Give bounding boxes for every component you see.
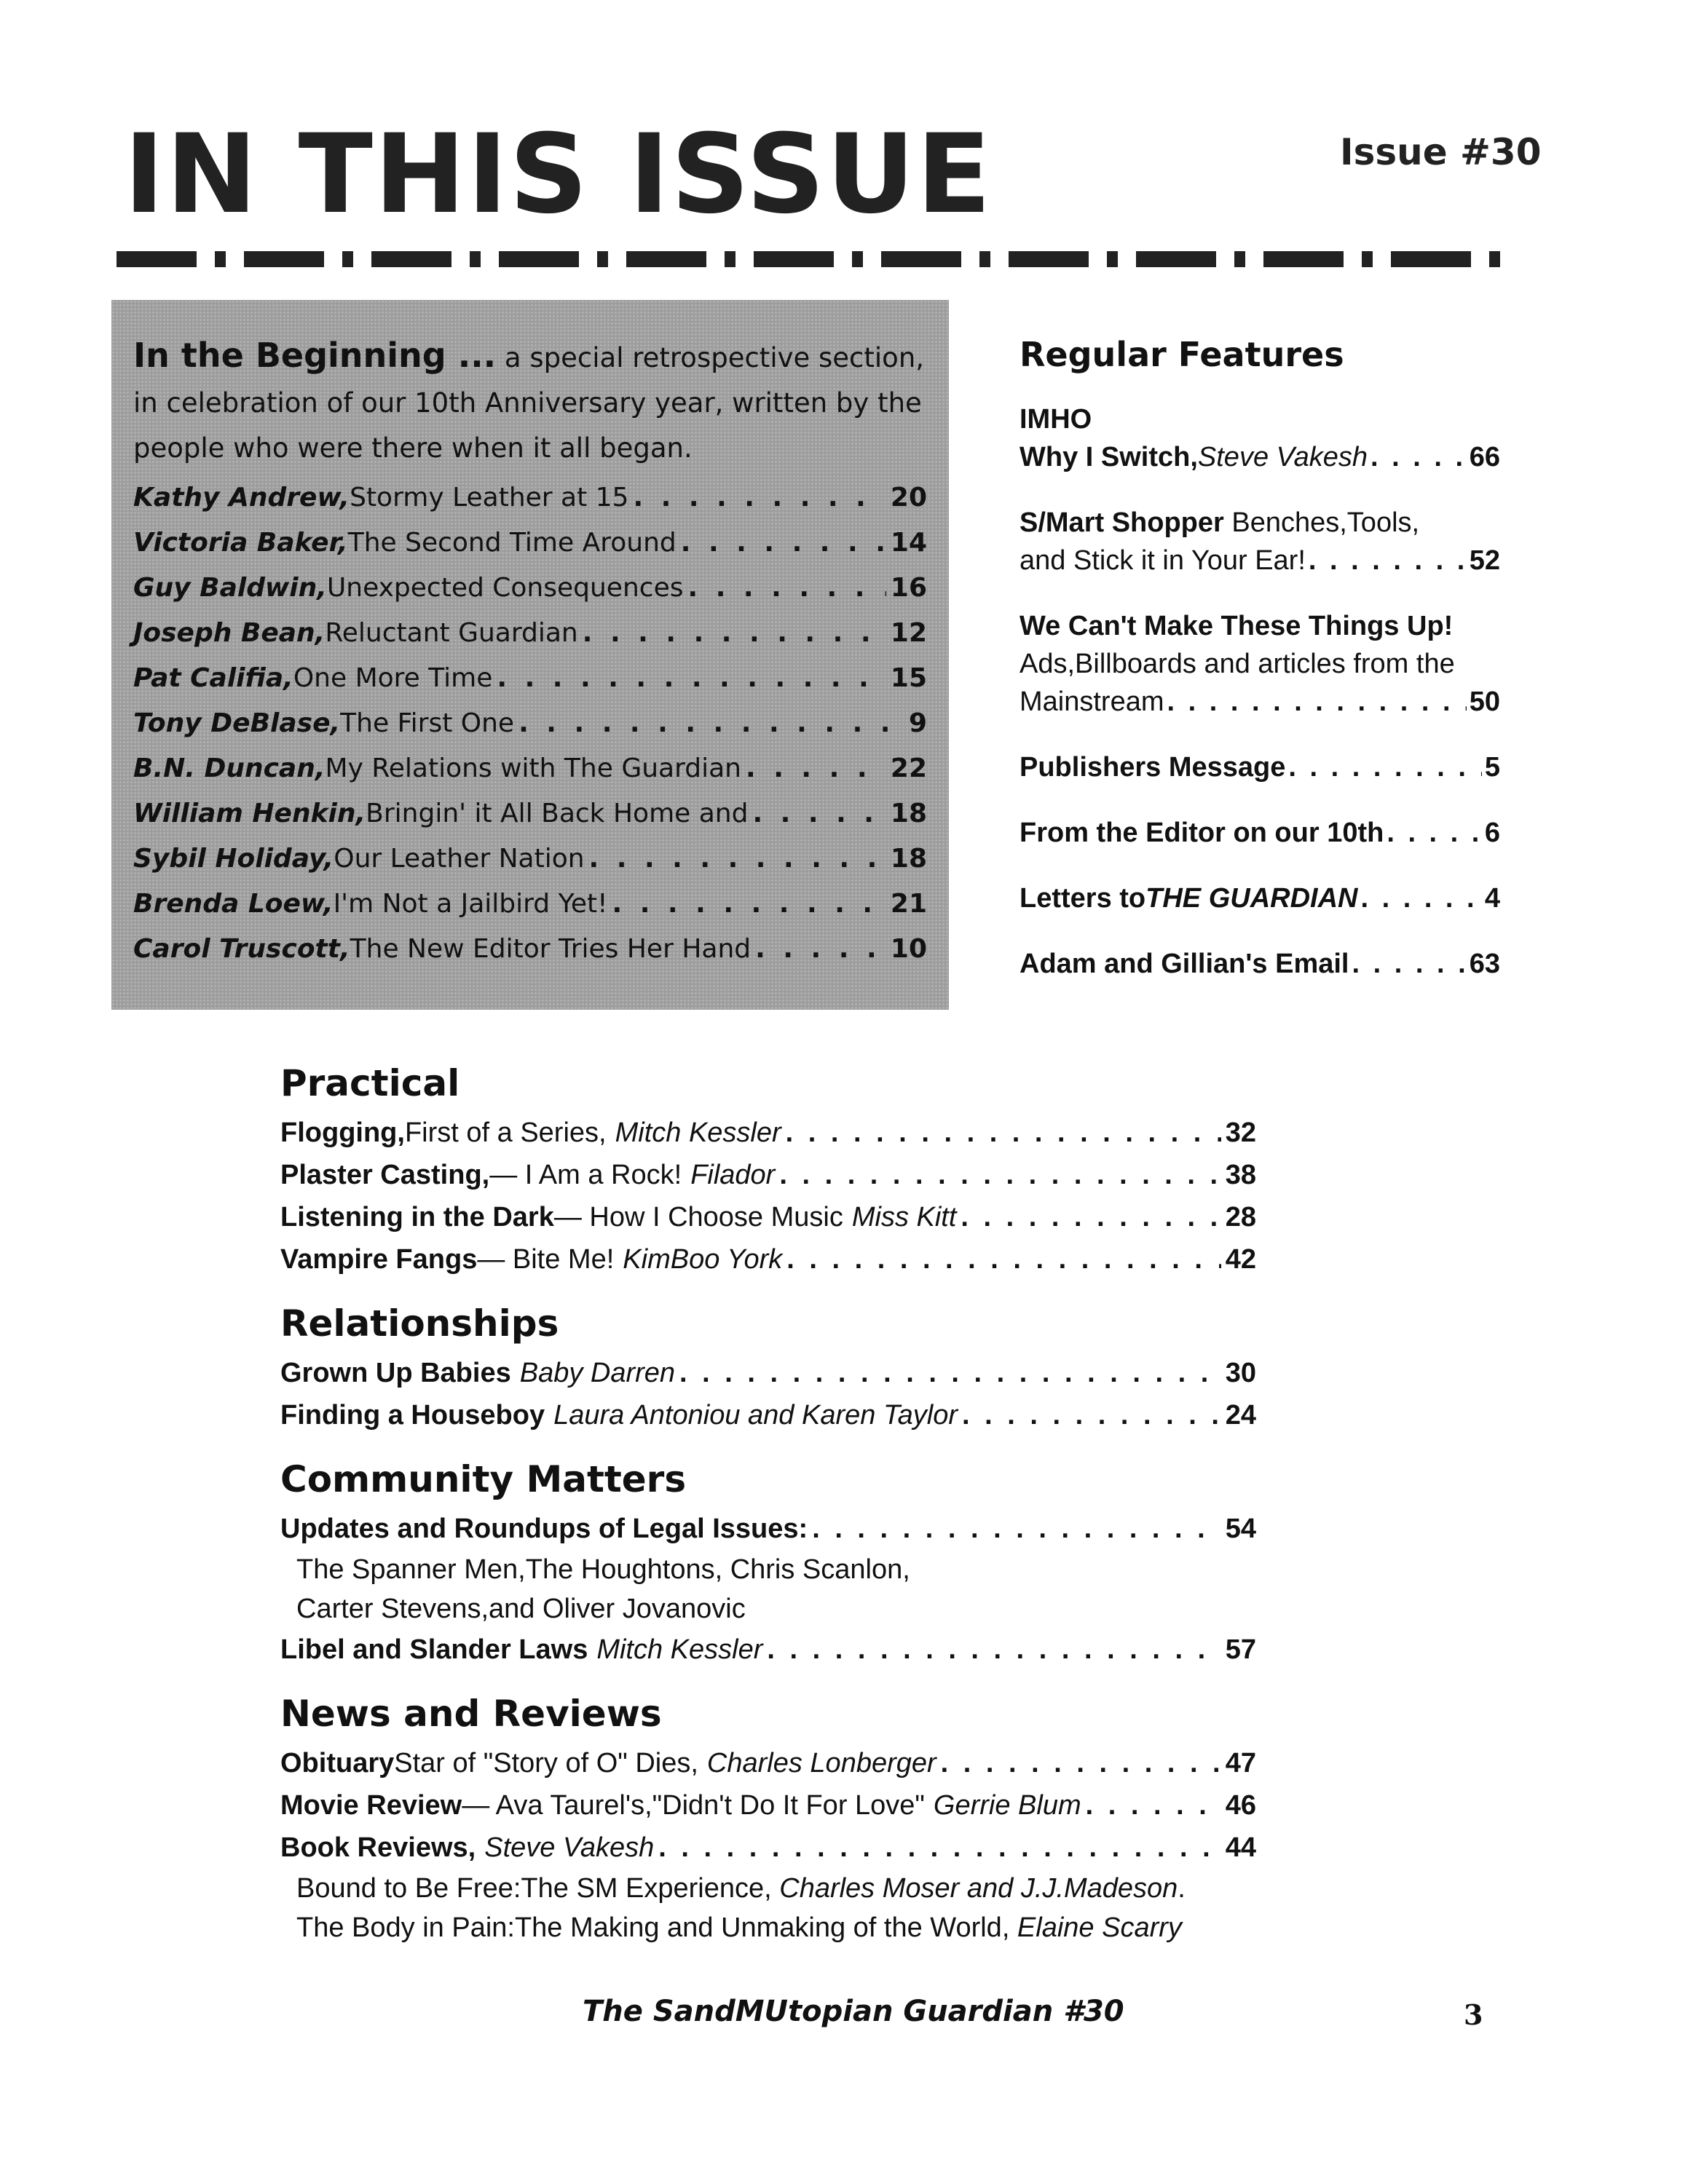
leader-dots	[1309, 542, 1467, 579]
entry-label: Plaster Casting,	[280, 1160, 490, 1190]
entry-page: 28	[1225, 1202, 1256, 1233]
entry-label: Grown Up Babies	[280, 1358, 511, 1388]
entry-byline: Laura Antoniou and Karen Taylor	[553, 1400, 958, 1431]
toc-entry[interactable]	[280, 1352, 1256, 1394]
entry-byline: Filador	[690, 1160, 776, 1190]
entry-page: 18	[890, 799, 927, 828]
leader-dots	[1167, 683, 1467, 721]
entry-byline: Mitch Kessler	[615, 1117, 781, 1148]
leader-dots	[1352, 945, 1467, 983]
entry-author: Joseph Bean,	[133, 618, 326, 648]
entry-title: Stormy Leather at 15	[350, 483, 629, 513]
entry-page: 22	[890, 753, 927, 783]
entry-label: Movie Review	[280, 1790, 462, 1821]
toc-entry[interactable]	[280, 1238, 1256, 1281]
toc-entry[interactable]	[280, 1154, 1256, 1196]
toc-entry[interactable]	[280, 1629, 1256, 1671]
entry-page: 42	[1225, 1244, 1256, 1275]
feature-smart-shopper[interactable]	[1019, 504, 1500, 579]
entry-subtitle: — Bite Me!	[477, 1244, 615, 1275]
entry-label: Obituary	[280, 1748, 395, 1779]
footer-page-number: 3	[1464, 1998, 1483, 2031]
entry-byline: Baby Darren	[519, 1358, 676, 1388]
toc-entry[interactable]	[133, 927, 927, 972]
section-relationships	[280, 1299, 1256, 1436]
toc-entry[interactable]	[133, 611, 927, 656]
entry-label: Book Reviews,	[280, 1832, 476, 1863]
entry-label: Vampire Fangs	[280, 1244, 478, 1275]
entry-byline: Mitch Kessler	[596, 1634, 763, 1665]
feature-byline: Steve Vakesh	[1197, 442, 1368, 472]
toc-entry[interactable]	[133, 791, 927, 836]
entry-author: Victoria Baker,	[133, 528, 348, 558]
leader-dots	[612, 882, 886, 927]
entry-byline: Steve Vakesh	[484, 1832, 655, 1863]
feature-title: From the Editor on our 10th	[1019, 818, 1384, 848]
leader-dots	[1360, 879, 1481, 917]
entry-title: Bringin' it All Back Home and	[366, 799, 749, 828]
entry-author: Tony DeBlase,	[133, 708, 341, 738]
entry-title: I'm Not a Jailbird Yet!	[333, 889, 608, 919]
leader-dots	[518, 701, 904, 746]
feature-letters[interactable]	[1019, 879, 1500, 917]
leader-dots	[497, 656, 886, 701]
entry-author: Sybil Holiday,	[133, 844, 334, 874]
entry-page: 47	[1225, 1748, 1256, 1779]
leader-dots	[1086, 1784, 1221, 1827]
retrospective-box	[111, 300, 949, 1010]
toc-entry[interactable]	[280, 1394, 1256, 1436]
feature-publishers-message[interactable]	[1019, 748, 1500, 786]
footer-publication: The SandMUtopian Guardian #30	[583, 1995, 1124, 2028]
leader-dots	[1288, 748, 1481, 786]
entry-page: 20	[890, 483, 927, 513]
entry-page: 54	[1225, 1514, 1256, 1544]
section-news-reviews	[280, 1690, 1256, 1947]
entry-page: 46	[1225, 1790, 1256, 1821]
toc-entry[interactable]	[280, 1742, 1256, 1784]
feature-description: Ads,Billboards and articles from the	[1019, 649, 1455, 679]
entry-label: Updates and Roundups of Legal Issues:	[280, 1514, 808, 1544]
book-title: The Body in Pain:The Making and Unmaking of the World,	[296, 1912, 1010, 1943]
retrospective-intro	[133, 333, 927, 471]
entry-page: 21	[890, 889, 927, 919]
toc-entry[interactable]	[133, 566, 927, 611]
entry-author: Carol Truscott,	[133, 934, 350, 964]
toc-entry[interactable]	[133, 882, 927, 927]
section-heading: Practical	[280, 1062, 460, 1104]
entry-page: 57	[1225, 1634, 1256, 1665]
toc-entry[interactable]	[280, 1827, 1256, 1869]
leader-dots	[962, 1394, 1221, 1436]
leader-dots	[941, 1742, 1221, 1784]
entry-byline: Gerrie Blum	[933, 1790, 1081, 1821]
header-divider	[117, 251, 1500, 267]
regular-features	[1019, 335, 1500, 1010]
feature-item: Why I Switch,	[1019, 442, 1198, 472]
entry-title: One More Time	[293, 663, 493, 693]
feature-page: 52	[1469, 545, 1500, 576]
toc-entry[interactable]	[133, 475, 927, 521]
entry-title: Reluctant Guardian	[325, 618, 578, 648]
section-heading: Relationships	[280, 1302, 559, 1345]
entry-byline: Miss Kitt	[851, 1202, 957, 1233]
leader-dots	[961, 1196, 1220, 1238]
feature-page: 66	[1469, 442, 1500, 472]
feature-title: We Can't Make These Things Up!	[1019, 611, 1454, 641]
leader-dots	[679, 1352, 1221, 1394]
feature-title-emphasis: THE GUARDIAN	[1145, 883, 1358, 914]
entry-label: Listening in the Dark	[280, 1202, 554, 1233]
feature-email[interactable]	[1019, 945, 1500, 983]
book-review-item	[296, 1908, 1256, 1947]
entry-page: 12	[890, 618, 927, 648]
entry-page: 44	[1225, 1832, 1256, 1863]
feature-title: Letters to	[1019, 883, 1146, 914]
leader-dots	[746, 746, 886, 791]
entry-title: Unexpected Consequences	[326, 573, 684, 603]
leader-dots	[658, 1827, 1220, 1869]
issue-number: Issue #30	[1340, 131, 1542, 173]
entry-author: Brenda Loew,	[133, 889, 334, 919]
entry-page: 18	[890, 844, 927, 874]
regular-features-heading: Regular Features	[1019, 335, 1344, 374]
feature-title: IMHO	[1019, 404, 1092, 435]
toc-entry[interactable]	[280, 1196, 1256, 1238]
leader-dots	[786, 1238, 1220, 1281]
entry-label: Finding a Houseboy	[280, 1400, 545, 1431]
feature-title: S/Mart Shopper	[1019, 507, 1224, 538]
toc-entry[interactable]	[280, 1784, 1256, 1827]
toc-entry[interactable]	[133, 656, 927, 701]
feature-page: 50	[1469, 687, 1500, 717]
book-title: Bound to Be Free:The SM Experience,	[296, 1873, 772, 1904]
feature-title: Publishers Message	[1019, 752, 1286, 783]
page-title: IN THIS ISSUE	[124, 111, 993, 238]
entry-label: Flogging,	[280, 1117, 405, 1148]
feature-cant-make-up[interactable]	[1019, 607, 1500, 721]
leader-dots	[767, 1629, 1220, 1671]
feature-page: 5	[1484, 752, 1500, 783]
feature-title: Adam and Gillian's Email	[1019, 949, 1349, 979]
feature-description-cont: Mainstream	[1019, 687, 1164, 717]
feature-page: 63	[1469, 949, 1500, 979]
entry-title: The Second Time Around	[347, 528, 677, 558]
entry-author: B.N. Duncan,	[133, 753, 326, 783]
leader-dots	[583, 611, 886, 656]
entry-page: 14	[890, 528, 927, 558]
entry-page: 30	[1225, 1358, 1256, 1388]
entry-title: My Relations with The Guardian	[325, 753, 741, 783]
entry-title: The New Editor Tries Her Hand	[350, 934, 752, 964]
entry-subtopics: Carter Stevens,and Oliver Jovanovic	[296, 1594, 746, 1624]
entry-author: Guy Baldwin,	[133, 573, 327, 603]
entry-subtitle: — Ava Taurel's,"Didn't Do It For Love"	[462, 1790, 925, 1821]
leader-dots	[755, 927, 886, 972]
section-practical	[280, 1059, 1256, 1281]
toc-entry[interactable]	[280, 1508, 1256, 1550]
book-review-item: Bound to Be Free:The SM Experience, Charles Moser and J.J.Madeson.	[296, 1873, 1186, 1904]
book-author: Charles Moser and J.J.Madeson	[771, 1873, 1178, 1904]
entry-subtitle: First of a Series,	[404, 1117, 607, 1148]
section-list	[280, 1059, 1256, 1966]
feature-description-cont: and Stick it in Your Ear!	[1019, 545, 1306, 576]
toc-entry[interactable]	[133, 701, 927, 746]
leader-dots	[589, 836, 886, 882]
entry-page: 32	[1225, 1117, 1256, 1148]
entry-title: The First One	[340, 708, 515, 738]
entry-byline: Charles Lonberger	[706, 1748, 936, 1779]
section-heading: News and Reviews	[280, 1693, 662, 1735]
entry-subtitle: — I Am a Rock!	[489, 1160, 682, 1190]
entry-author: William Henkin,	[133, 799, 366, 828]
entry-byline: KimBoo York	[623, 1244, 783, 1275]
leader-dots	[779, 1154, 1220, 1196]
entry-page: 16	[890, 573, 927, 603]
feature-imho[interactable]	[1019, 400, 1500, 476]
entry-page: 15	[890, 663, 927, 693]
entry-label: Libel and Slander Laws	[280, 1634, 588, 1665]
retrospective-description: a special retrospective section, in celebration of our 10th Anniversary year, written by the people who were there when it all began.	[133, 342, 925, 464]
leader-dots	[681, 521, 886, 566]
section-community-matters	[280, 1455, 1256, 1671]
leader-dots	[812, 1508, 1221, 1550]
entry-author: Kathy Andrew,	[133, 483, 350, 513]
feature-page: 6	[1484, 818, 1500, 848]
leader-dots	[633, 475, 886, 521]
entry-title: Our Leather Nation	[334, 844, 585, 874]
entry-page: 10	[890, 934, 927, 964]
feature-description: Benches,Tools,	[1223, 507, 1420, 538]
leader-dots	[752, 791, 886, 836]
entry-subtopics: The Spanner Men,The Houghtons, Chris Scanlon,	[296, 1554, 910, 1585]
feature-from-editor[interactable]	[1019, 814, 1500, 852]
entry-page: 24	[1225, 1400, 1256, 1431]
entry-author: Pat Califia,	[133, 663, 293, 693]
leader-dots	[1387, 814, 1482, 852]
section-heading: Community Matters	[280, 1458, 687, 1500]
entry-subtitle: Star of "Story of O" Dies,	[394, 1748, 698, 1779]
leader-dots	[1370, 438, 1467, 476]
toc-entry[interactable]	[133, 521, 927, 566]
feature-page: 4	[1484, 883, 1500, 914]
book-author: Elaine Scarry	[1009, 1912, 1182, 1943]
leader-dots	[786, 1112, 1221, 1154]
entry-page: 9	[908, 708, 927, 738]
toc-entry[interactable]	[133, 836, 927, 882]
entry-subtitle: — How I Choose Music	[553, 1202, 843, 1233]
toc-entry[interactable]	[133, 746, 927, 791]
leader-dots	[687, 566, 886, 611]
retrospective-lead: In the Beginning ...	[133, 336, 497, 375]
toc-entry[interactable]	[280, 1112, 1256, 1154]
entry-page: 38	[1225, 1160, 1256, 1190]
